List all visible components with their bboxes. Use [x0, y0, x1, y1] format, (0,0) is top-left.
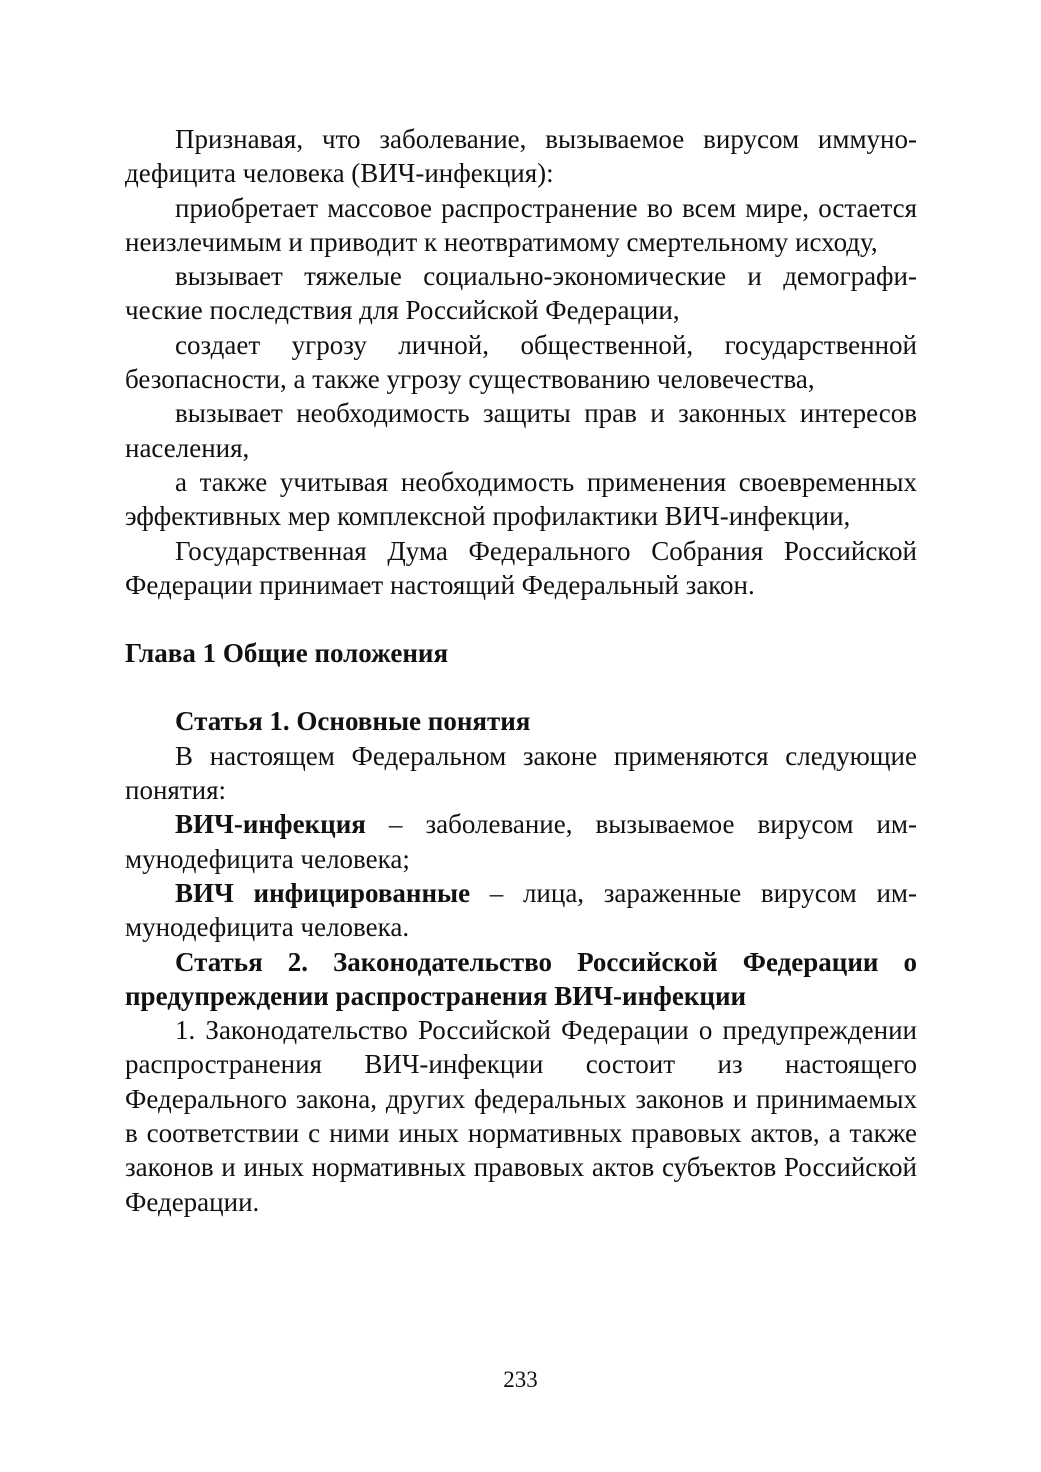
preamble-paragraph-4: создает угрозу личной, общественной, государственной безопасности, а также угрозу существованию человечества,	[125, 329, 917, 395]
preamble-paragraph-1: Признавая, что заболевание, вызываемое вирусом иммунодефицита человека (ВИЧ-инфекция):	[125, 124, 917, 189]
article-1-title: Статья 1. Основные понятия	[175, 706, 531, 737]
preamble-paragraph-5: вызывает необходимость защиты прав и законных интересов населения,	[125, 398, 917, 463]
body-text	[125, 122, 917, 1219]
preamble-paragraph-3: вызывает тяжелые социально-экономические и демографические последствия для Российской Федерации,	[125, 261, 917, 326]
definition-hiv-infection	[125, 807, 917, 876]
chapter-title: Глава 1 Общие положения	[125, 638, 449, 669]
definition-hiv-infected	[125, 876, 917, 945]
definition-text: – заболевание, вызываемое вирусом иммунодефицита человека;	[125, 809, 917, 874]
article-1-intro: В настоящем Федеральном законе применяются следующие понятия:	[125, 740, 917, 806]
preamble-paragraph-2: приобретает массовое распространение во всем мире, остается неизлечимым и приводит к неотвратимому смертельному исходу,	[125, 192, 917, 257]
page-number: 233	[503, 1367, 538, 1392]
preamble-paragraph-7: Государственная Дума Федерального Собрания Российской Федерации принимает настоящий Федеральный закон.	[125, 535, 917, 600]
definition-term: ВИЧ-инфекция	[175, 809, 366, 840]
preamble-paragraph-6: а также учитывая необходимость применения своевременных эффективных мер комплексной профилактики ВИЧ-инфекции,	[125, 466, 917, 532]
definition-term: ВИЧ инфицированные	[175, 877, 471, 908]
article-2-title: Статья 2. Законодательство Российской Федерации о предупреждении распространения ВИЧ-инфекции	[125, 946, 917, 1011]
definition-text: – лица, зараженные вирусом иммунодефицита человека.	[125, 877, 917, 943]
article-2-paragraph-1: 1. Законодательство Российской Федерации о предупреждении распространения ВИЧ-инфекции состоит из настоящего Федерального закона, других федеральных законов и принимаемых в соответствии с ними иных нормативных правовых актов, а также законов и иных нормативных правовых актов субъектов Российской Федерации.	[125, 1015, 917, 1217]
